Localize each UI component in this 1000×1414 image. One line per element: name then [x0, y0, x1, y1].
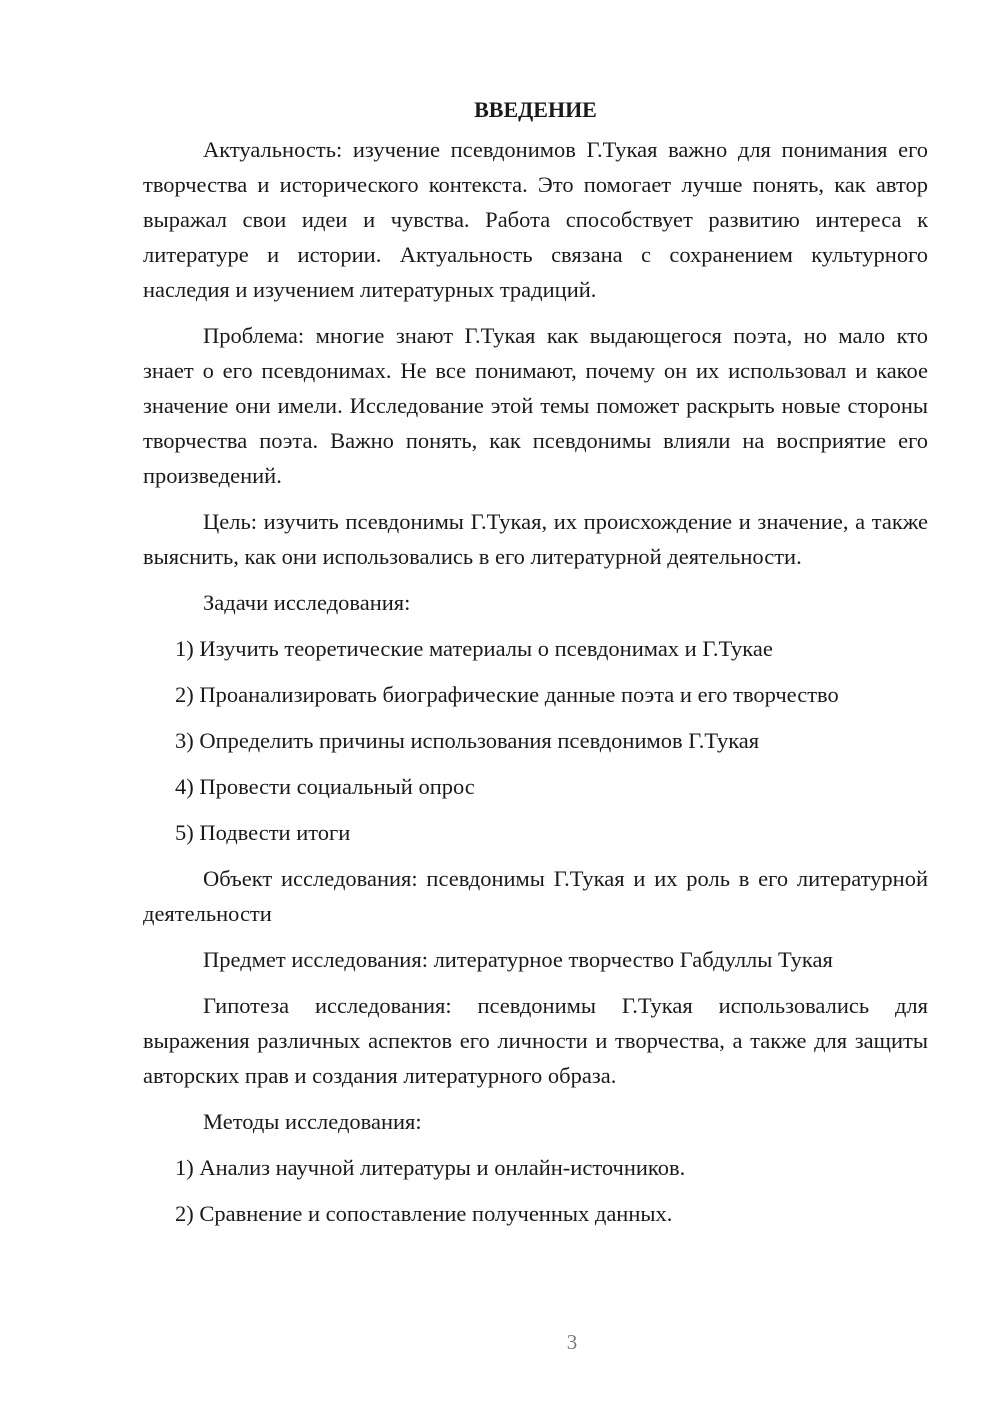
relevance-paragraph: Актуальность: изучение псевдонимов Г.Тукая важно для понимания его творчества и исторического контекста. Это помогает лучше понять, как автор выражал свои идеи и чувства. Работа способствует развитию интереса к литературе и истории. Актуальность связана с сохранением культурного наследия и изучением литературных традиций. [143, 137, 928, 302]
methods-heading: Методы исследования: [203, 1109, 422, 1134]
hypothesis-paragraph: Гипотеза исследования: псевдонимы Г.Тукая использовались для выражения различных аспектов его личности и творчества, а также для защиты авторских прав и создания литературного образа. [143, 993, 928, 1088]
list-item: 2) Сравнение и сопоставление полученных данных. [175, 1201, 673, 1226]
object-paragraph: Объект исследования: псевдонимы Г.Тукая и их роль в его литературной деятельности [143, 866, 928, 926]
page-title: ВВЕДЕНИЕ [474, 97, 597, 122]
list-item: 5) Подвести итоги [175, 820, 351, 845]
page-content [143, 92, 928, 1231]
list-item: 3) Определить причины использования псевдонимов Г.Тукая [175, 728, 760, 753]
subject-paragraph: Предмет исследования: литературное творчество Габдуллы Тукая [203, 947, 833, 972]
tasks-list [143, 631, 928, 850]
goal-paragraph: Цель: изучить псевдонимы Г.Тукая, их происхождение и значение, а также выяснить, как они использовались в его литературной деятельности. [143, 509, 928, 569]
list-item: 2) Проанализировать биографические данные поэта и его творчество [175, 682, 839, 707]
page-number: 3 [566, 1330, 578, 1354]
methods-list [143, 1150, 928, 1231]
list-item: 1) Изучить теоретические материалы о псевдонимах и Г.Тукае [175, 636, 773, 661]
problem-paragraph: Проблема: многие знают Г.Тукая как выдающегося поэта, но мало кто знает о его псевдонимах. Не все понимают, почему он их использовал и какое значение они имели. Исследование этой темы поможет раскрыть новые стороны творчества поэта. Важно понять, как псевдонимы влияли на восприятие его произведений. [143, 323, 928, 488]
tasks-heading: Задачи исследования: [203, 590, 411, 615]
list-item: 4) Провести социальный опрос [175, 774, 475, 799]
list-item: 1) Анализ научной литературы и онлайн-источников. [175, 1155, 686, 1180]
